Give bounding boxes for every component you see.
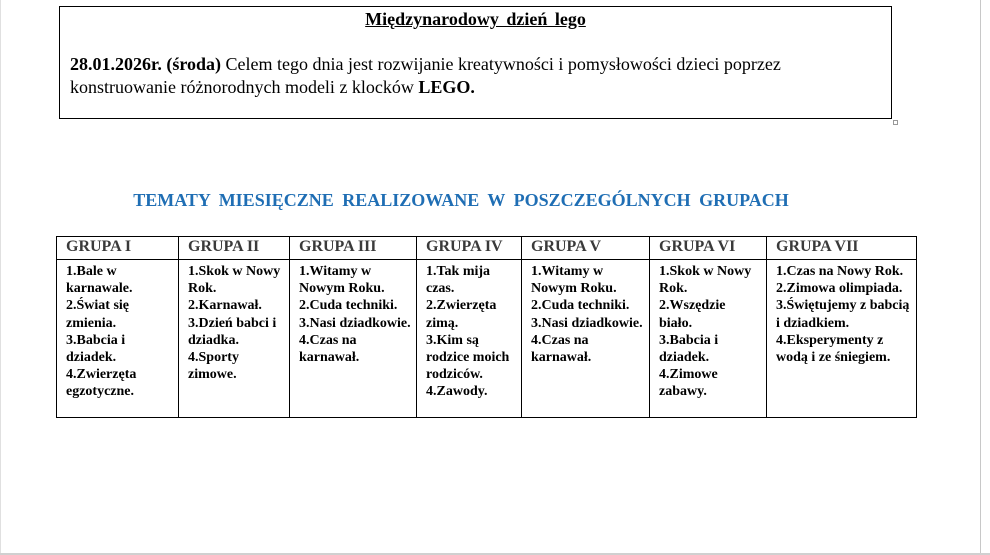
topic-item: 4.Zimowe zabawy. [659,367,718,400]
topic-item: 4.Czas na karnawał. [531,332,592,366]
topic-item: 1.Witamy w Nowym Roku. [531,264,617,297]
lego-day-emphasis: LEGO. [418,77,475,97]
topic-item: 2.Wszędzie biało. [659,298,726,331]
topic-item: 4.Sporty zimowe. [188,350,239,383]
group-topics-cell-1 [57,260,179,418]
lego-day-title: Międzynarodowy dzień lego [365,9,586,29]
topic-item: 3.Kim są rodzice moich rodziców. [426,332,510,383]
topic-item: 1.Czas na Nowy Rok. [776,264,904,279]
table-header-row [57,237,917,260]
group-header-5: GRUPA V [522,237,650,260]
topic-item: 3.Babcia i dziadek. [66,332,126,366]
topic-item: 4.Eksperymenty z wodą i ze śniegiem. [776,332,891,366]
topic-item: 2.Zwierzęta zimą. [426,298,497,331]
monthly-topics-heading: TEMATY MIESIĘCZNE REALIZOWANE W POSZCZEGÓLNYCH GRUPACH [133,190,789,210]
topic-item: 2.Świat się zmienia. [66,298,129,331]
page-right-edge [980,0,981,555]
group-header-6: GRUPA VI [650,237,767,260]
page-left-edge [0,0,1,555]
topic-item: 4.Zawody. [426,384,488,400]
lego-day-description [70,53,877,99]
topic-item: 3.Dzień babci i dziadka. [188,315,277,348]
topic-item: 3.Nasi dziadkowie. [299,315,411,331]
topic-item: 1.Bale w karnawale. [66,264,133,297]
topic-item: 2.Cuda techniki. [531,298,630,314]
topic-item: 2.Zimowa olimpiada. [776,281,903,297]
topic-item: 1.Tak mija czas. [426,264,491,297]
group-topics-cell-2 [179,260,290,418]
group-header-1: GRUPA I [57,237,179,260]
table-row [57,260,917,418]
group-topics-cell-7 [767,260,917,418]
group-topics-cell-4 [417,260,522,418]
group-header-7: GRUPA VII [767,237,917,260]
group-header-4: GRUPA IV [417,237,522,260]
lego-day-body-text: Celem tego dnia jest rozwijanie kreatywności i pomysłowości dzieci poprzez konstruowanie różnorodnych modeli z klocków [70,54,781,97]
group-topics-cell-3 [290,260,417,418]
topic-item: 4.Zwierzęta egzotyczne. [66,367,137,400]
group-topics-table [56,236,917,418]
topic-item: 3.Babcia i dziadek. [659,332,719,366]
group-topics-cell-5 [522,260,650,418]
topic-item: 2.Cuda techniki. [299,298,398,314]
topic-item: 1.Skok w Nowy Rok. [659,264,752,297]
topic-item: 4.Czas na karnawał. [299,332,360,366]
textbox-resize-handle[interactable] [893,120,898,125]
group-header-2: GRUPA II [179,237,290,260]
topic-item: 1.Witamy w Nowym Roku. [299,264,385,297]
lego-day-date: 28.01.2026r. (środa) [70,54,222,74]
topic-item: 3.Świętujemy z babcią i dziadkiem. [776,298,910,331]
topic-item: 1.Skok w Nowy Rok. [188,264,281,297]
group-header-3: GRUPA III [290,237,417,260]
topic-item: 2.Karnawał. [188,298,262,314]
topic-item: 3.Nasi dziadkowie. [531,315,643,331]
group-topics-cell-6 [650,260,767,418]
lego-day-textbox[interactable] [59,6,892,119]
